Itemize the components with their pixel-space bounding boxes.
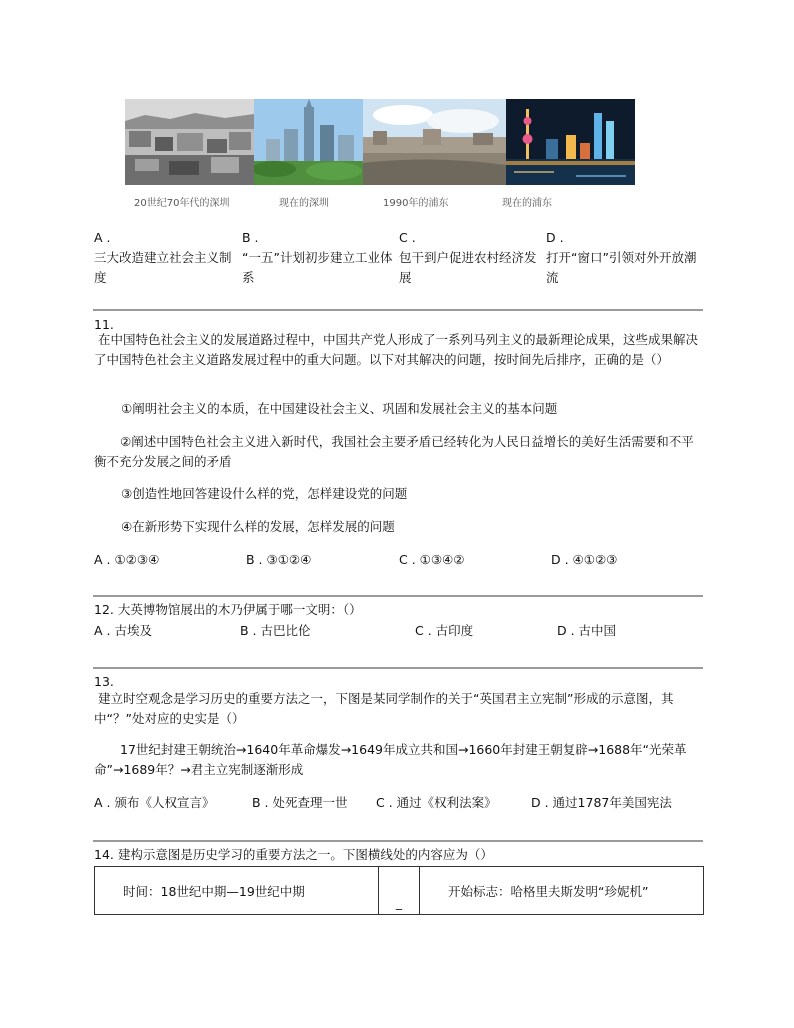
photo-caption: 1990年的浦东 xyxy=(383,198,449,209)
option-b[interactable] xyxy=(242,228,394,288)
table-cell-time: 时间：18世纪中期—19世纪中期 xyxy=(95,867,379,915)
photo-shenzhen-now xyxy=(254,99,363,185)
option-text: “一五”计划初步建立工业体系 xyxy=(242,250,393,285)
answer-option-a[interactable]: A . 颁布《人权宣言》 xyxy=(94,795,215,810)
statement-item: ④在新形势下实现什么样的发展，怎样发展的问题 xyxy=(121,519,395,534)
timeline-text: 17世纪封建王朝统治→1640年革命爆发→1649年成立共和国→1660年封建王朝复辟→1688年“光荣革命”→1689年？→君主立宪制逐渐形成 xyxy=(94,742,687,777)
question-stem: 建立时空观念是学习历史的重要方法之一，下图是某同学制作的关于“英国君主立宪制”形成的示意图，其中“？”处对应的史实是（） xyxy=(94,691,674,726)
answer-option-d[interactable]: D . ④①②③ xyxy=(551,552,618,567)
question-number: 13. xyxy=(94,674,114,689)
photo-pudong-now xyxy=(506,99,635,185)
option-c[interactable] xyxy=(399,228,541,288)
photo-caption: 20世纪70年代的深圳 xyxy=(134,198,230,209)
answer-option-a[interactable]: A . ①②③④ xyxy=(94,552,160,567)
schema-table xyxy=(94,866,704,915)
option-a[interactable] xyxy=(94,228,238,288)
option-letter: D . xyxy=(546,230,564,245)
option-letter: B . xyxy=(242,230,259,245)
answer-option-d[interactable]: D . 古中国 xyxy=(557,623,617,638)
answer-option-b[interactable]: B . ③①②④ xyxy=(246,552,312,567)
photo-caption: 现在的深圳 xyxy=(279,198,329,209)
question-stem: 12. 大英博物馆展出的木乃伊属于哪一文明：（） xyxy=(94,602,362,617)
divider xyxy=(93,667,703,669)
statement-item: ②阐述中国特色社会主义进入新时代，我国社会主要矛盾已经转化为人民日益增长的美好生活需要和不平衡不充分发展之间的矛盾 xyxy=(94,434,694,469)
photo-shenzhen-1970s xyxy=(125,99,254,185)
option-text: 包干到户促进农村经济发展 xyxy=(399,250,537,285)
statement-item: ①阐明社会主义的本质，在中国建设社会主义、巩固和发展社会主义的基本问题 xyxy=(121,401,558,416)
answer-option-b[interactable]: B . 古巴比伦 xyxy=(240,623,311,638)
option-d[interactable] xyxy=(546,228,698,288)
answer-option-a[interactable]: A . 古埃及 xyxy=(94,623,152,638)
answer-option-c[interactable]: C . ①③④② xyxy=(399,552,465,567)
option-text: 三大改造建立社会主义制度 xyxy=(94,250,232,285)
answer-option-d[interactable]: D . 通过1787年美国宪法 xyxy=(531,795,672,810)
photo-pudong-1990 xyxy=(363,99,506,185)
option-text: 打开“窗口”引领对外开放潮流 xyxy=(546,250,697,285)
table-cell-blank: _ xyxy=(379,867,420,915)
question-number: 11. xyxy=(94,317,114,332)
question-stem: 14. 建构示意图是历史学习的重要方法之一。下图横线处的内容应为（） xyxy=(94,847,493,862)
answer-option-b[interactable]: B . 处死查理一世 xyxy=(252,795,348,810)
divider xyxy=(93,595,703,597)
table-cell-start: 开始标志：哈格里夫斯发明“珍妮机” xyxy=(420,867,704,915)
option-letter: C . xyxy=(399,230,416,245)
divider xyxy=(93,309,703,311)
statement-item: ③创造性地回答建设什么样的党，怎样建设党的问题 xyxy=(121,486,408,501)
answer-option-c[interactable]: C . 古印度 xyxy=(415,623,474,638)
option-letter: A . xyxy=(94,230,111,245)
answer-option-c[interactable]: C . 通过《权利法案》 xyxy=(376,795,497,810)
photo-caption: 现在的浦东 xyxy=(502,198,552,209)
divider xyxy=(93,840,703,842)
question-stem: 在中国特色社会主义的发展道路过程中，中国共产党人形成了一系列马列主义的最新理论成果，这些成果解决了中国特色社会主义道路发展过程中的重大问题。以下对其解决的问题，按时间先后排序，正确的是（） xyxy=(94,332,699,367)
